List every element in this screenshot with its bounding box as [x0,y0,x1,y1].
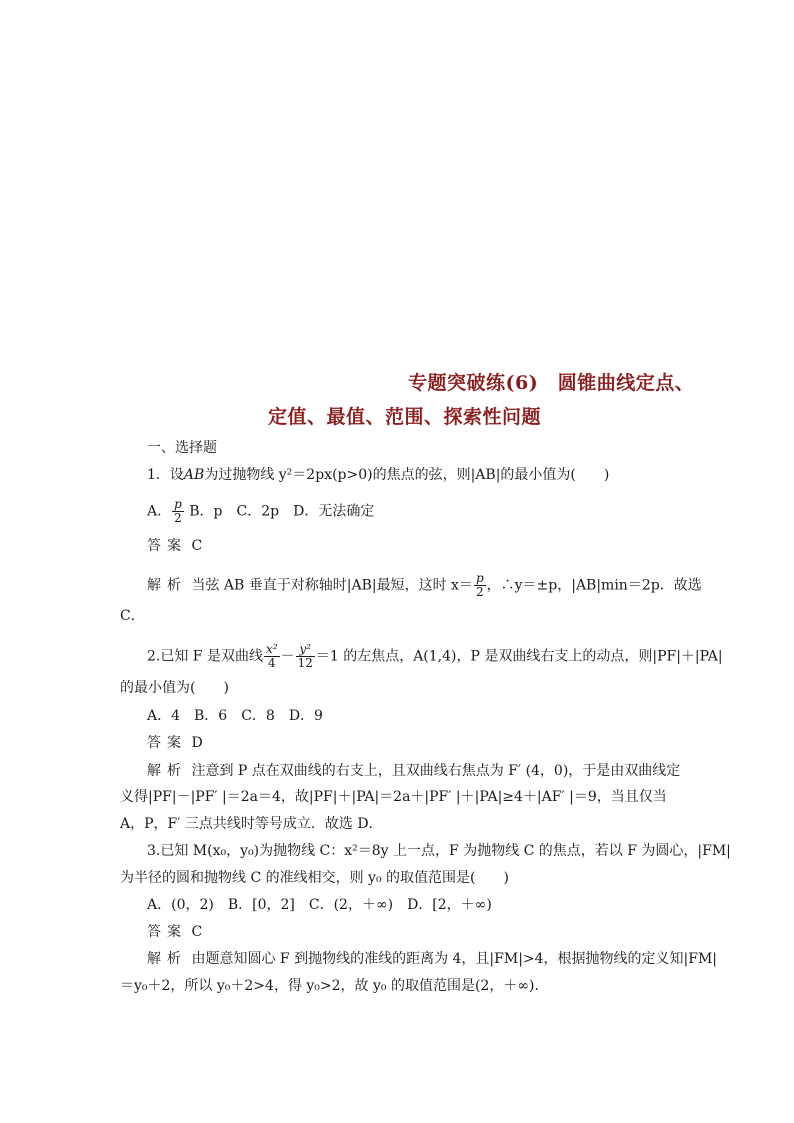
q2-stem-b: ＝1 的左焦点，A(1,4)，P 是双曲线右支上的动点，则|PF|＋|PA| [315,648,723,665]
q3-answer-label: 答案 [147,924,187,940]
q3-stem-line-2: 为半径的圆和抛物线 C 的准线相交，则 y₀ 的取值范围是( ) [120,870,509,886]
q3-analysis-label: 解析 [147,951,187,967]
q3-analysis-line-2: ＝y₀＋2，所以 y₀＋2>4，得 y₀>2，故 y₀ 的取值范围是(2，＋∞)． [120,978,549,994]
q3-answer-value: C [191,924,203,940]
q2-answer [147,733,203,753]
q3-stem-line-1: 3.已知 M(x₀，y₀)为抛物线 C：x²＝8y 上一点，F 为抛物线 C 的焦点，若以 F 为圆心，|FM| [147,843,731,859]
q2-options: A．4 B．6 C．8 D．9 [147,708,323,724]
q1-option-a-den: 2 [174,511,182,525]
q1-analysis-fraction [474,572,486,599]
q1-analysis-cont: C． [120,608,145,624]
q2-minus: － [280,648,295,665]
q1-stem-a: 1．设 [147,467,184,483]
q1-analysis-b: ，∴y＝±p，|AB|min＝2p．故选 [486,577,702,594]
q3-options: A．(0，2) B．[0，2] C．(2，＋∞) D．[2，＋∞) [147,897,492,913]
q2-stem-a: 2.已知 F 是双曲线 [147,648,263,665]
q1-answer [147,536,202,556]
q2-analysis-line-3: A，P，F′ 三点共线时等号成立．故选 D． [120,816,383,832]
q1-stem-b: AB [183,467,205,483]
q2-analysis-line-1: 注意到 P 点在双曲线的右支上，且双曲线右焦点为 F′ (4，0)，于是由双曲线定 [191,763,681,779]
q1-analysis [147,572,702,599]
q1-analysis-label: 解析 [147,577,187,594]
q2-fraction-2 [296,643,315,670]
q2-frac1-den: 4 [267,656,276,670]
q2-stem [147,643,723,670]
q1-options-rest: B．p C．2p D．无法确定 [189,503,375,520]
q1-option-a-num: p [174,497,182,511]
q1-stem [147,465,609,485]
q2-stem-cont: 的最小值为( ) [120,680,229,696]
q3-analysis-line-1: 由题意知圆心 F 到抛物线的准线的距离为 4，且|FM|>4，根据抛物线的定义知|FM| [191,951,718,967]
q2-frac2-den: 12 [297,656,313,670]
q2-answer-value: D [191,735,203,751]
q1-answer-label: 答案 [147,538,187,554]
q1-analysis-den: 2 [475,585,484,599]
q2-analysis-label: 解析 [147,763,187,779]
q2-frac1-num: x² [265,642,278,656]
q1-option-a-prefix: A． [147,503,172,520]
q3-analysis [147,949,717,969]
q1-analysis-a: 当弦 AB 垂直于对称轴时|AB|最短，这时 x＝ [191,577,473,594]
q2-answer-label: 答案 [147,735,187,751]
q2-fraction-1 [264,643,280,670]
title-line-2: 定值、最值、范围、探索性问题 [268,406,542,428]
q2-analysis [147,761,680,781]
q1-analysis-num: p [475,571,484,585]
q2-analysis-line-2: 义得|PF|－|PF′ |＝2a＝4，故|PF|＋|PA|＝2a＋|PF′ |＋|PA|≥4＋|AF′ |＝9，当且仅当 [120,789,667,805]
q3-answer [147,922,202,942]
section-heading: 一、选择题 [147,440,217,456]
q1-options [147,498,374,525]
q1-answer-value: C [191,538,203,554]
q1-stem-c: 为过抛物线 y²＝2px(p>0)的焦点的弦，则|AB|的最小值为( ) [204,467,610,483]
q2-frac2-num: y² [296,643,315,657]
title-line-1: 专题突破练(6) 圆锥曲线定点、 [408,372,695,394]
q1-option-a-fraction [172,498,184,525]
